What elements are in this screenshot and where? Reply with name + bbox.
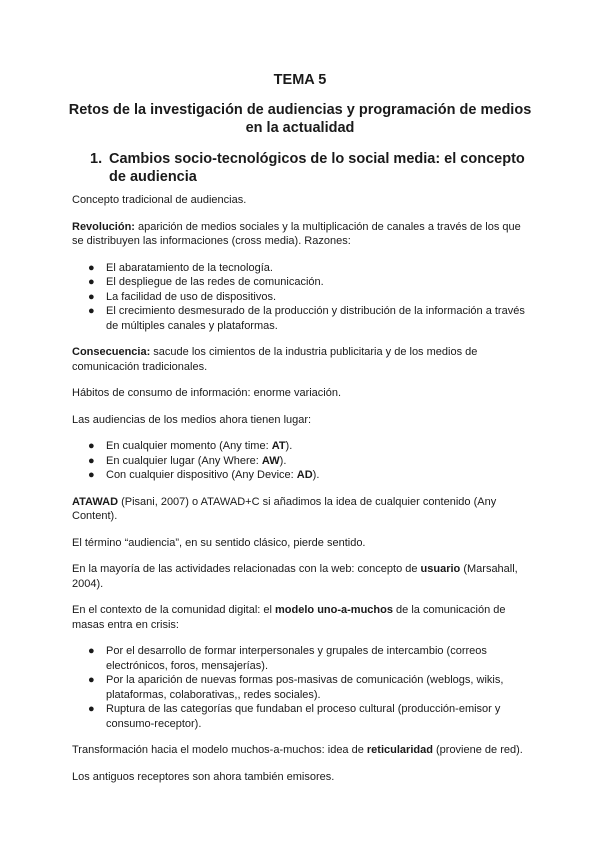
bullet-icon: ● (88, 305, 95, 317)
paragraph: El término “audiencia”, en su sentido clásico, pierde sentido. (72, 536, 366, 549)
paragraph: Las audiencias de los medios ahora tienen lugar: (72, 413, 312, 426)
list-item: ● El despliegue de las redes de comunicación. (88, 276, 324, 288)
list-item: ● El crecimiento desmesurado de la producción y distribución de la información a través de múltiples canales y plataformas. (88, 305, 525, 332)
section-title: Cambios socio-tecnológicos de lo social media: el concepto de audiencia (109, 151, 525, 185)
paragraph: Los antiguos receptores son ahora también emisores. (72, 770, 335, 783)
term-label: Consecuencia: (72, 346, 151, 358)
document-subtitle: Retos de la investigación de audiencias y programación de medios en la actualidad (68, 102, 532, 136)
list-item: ● Por la aparición de nuevas formas pos-masivas de comunicación (weblogs, wikis, plataformas, colaborativas,, redes sociales). (88, 674, 504, 701)
bullet-list (72, 644, 534, 731)
bullet-icon: ● (88, 261, 95, 274)
bullet-icon: ● (88, 703, 95, 715)
list-item: ● Con cualquier dispositivo (Any Device: AD). (88, 469, 320, 481)
paragraph (72, 220, 534, 249)
list-item: ● En cualquier momento (Any time: AT). (88, 440, 293, 452)
bullet-icon: ● (88, 290, 95, 303)
bullet-icon: ● (88, 454, 95, 467)
paragraph (72, 345, 534, 374)
bullet-list (72, 439, 534, 483)
bullet-list (72, 261, 534, 334)
bullet-icon: ● (88, 645, 95, 657)
bullet-icon: ● (88, 469, 95, 481)
paragraph: En la mayoría de las actividades relacionadas con la web: concepto de usuario (Marsahall, 2004). (72, 563, 518, 590)
list-item: ● El abaratamiento de la tecnología. (88, 261, 273, 274)
list-item: ● La facilidad de uso de dispositivos. (88, 290, 276, 303)
term-label: ATAWAD (72, 495, 119, 508)
list-item: ● En cualquier lugar (Any Where: AW). (88, 454, 287, 467)
paragraph: ATAWAD (Pisani, 2007) o ATAWAD+C si añadimos la idea de cualquier contenido (Any Content). (72, 495, 497, 522)
section-heading (90, 150, 530, 186)
paragraph: Transformación hacia el modelo muchos-a-muchos: idea de reticularidad (proviene de red). (72, 744, 523, 756)
bullet-icon: ● (88, 276, 95, 288)
page-title: TEMA 5 (273, 72, 327, 88)
bullet-icon: ● (88, 674, 95, 686)
term-label: Revolución: (72, 220, 135, 233)
document-body (72, 193, 534, 796)
paragraph-text: sacude los cimientos de la industria publicitaria y de los medios de comunicación tradicionales. (72, 346, 478, 373)
paragraph: Concepto tradicional de audiencias. (72, 194, 247, 206)
paragraph: En el contexto de la comunidad digital: el modelo uno-a-muchos de la comunicación de masas entra en crisis: (72, 604, 506, 631)
bullet-icon: ● (88, 440, 95, 452)
section-number: 1. (90, 151, 103, 167)
list-item: ● Ruptura de las categorías que fundaban el proceso cultural (producción-emisor y consumo-receptor). (88, 703, 501, 730)
list-item: ● Por el desarrollo de formar interpersonales y grupales de intercambio (correos electrónicos, foros, mensajerías). (88, 645, 487, 672)
paragraph-text: aparición de medios sociales y la multiplicación de canales a través de los que se distribuyen las informaciones (cross media). Razones: (72, 220, 521, 247)
paragraph: Hábitos de consumo de información: enorme variación. (72, 387, 342, 399)
